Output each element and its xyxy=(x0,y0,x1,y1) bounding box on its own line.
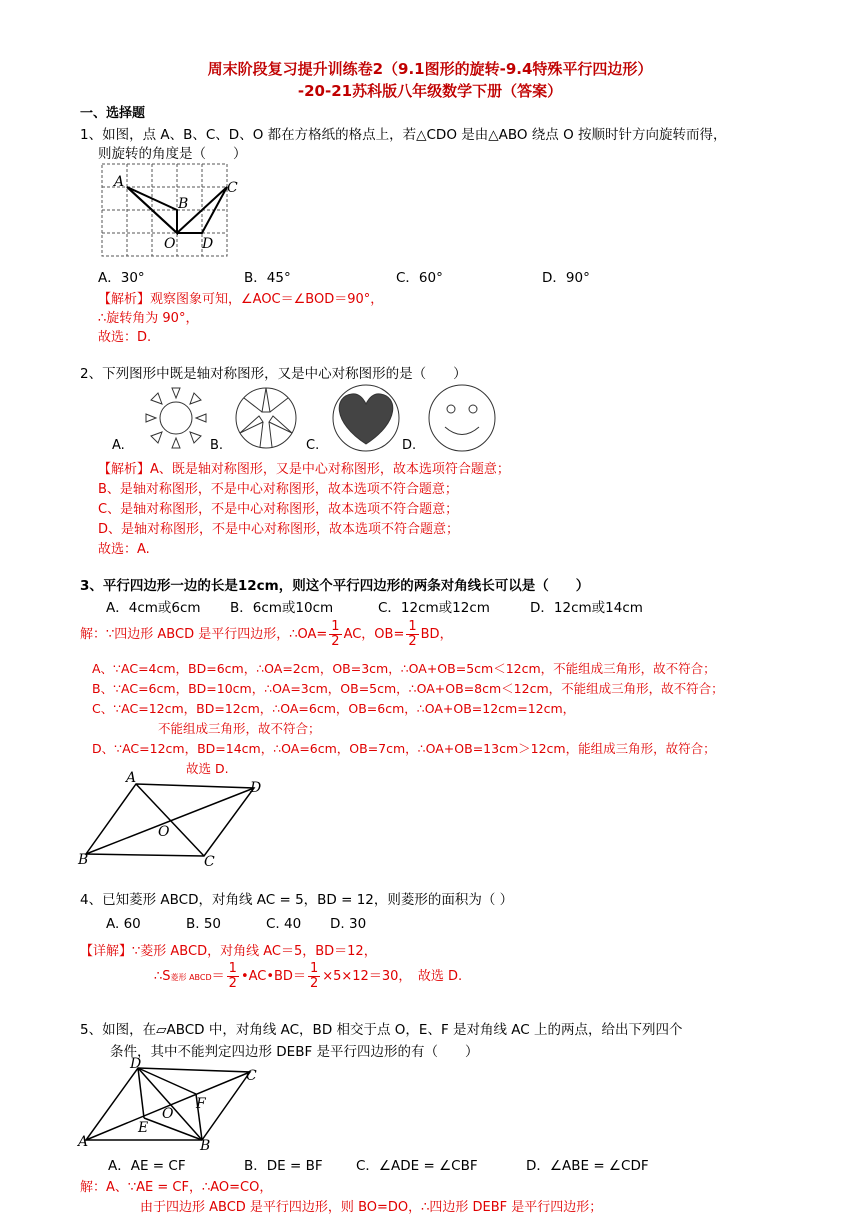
fig1-label-a: A xyxy=(114,174,125,190)
q5-solution-1: 解：A、∵AE = CF，∴AO=CO， xyxy=(80,1180,273,1195)
q2-option-d-letter: D. xyxy=(402,438,417,453)
fig3-label-b: B xyxy=(78,852,89,868)
fig5-label-e: E xyxy=(138,1120,149,1136)
fig5-label-a: A xyxy=(78,1134,89,1150)
q1-analysis-1: 【解析】观察图象可知，∠AOC＝∠BOD＝90°， xyxy=(98,292,384,307)
fig5-label-f: F xyxy=(196,1096,206,1112)
q3-option-b: B．6cm或10cm xyxy=(230,600,334,616)
q3-conclusion: 故选 D. xyxy=(186,761,229,776)
q1-stem-line2: 则旋转的角度是（ ） xyxy=(98,146,247,162)
q2-analysis-5: 故选：A. xyxy=(98,542,150,557)
q1-option-b: B．45° xyxy=(244,270,291,286)
q3-option-a: A．4cm或6cm xyxy=(106,600,201,616)
section-heading: 一、选择题 xyxy=(80,106,146,121)
fig3-label-c: C xyxy=(204,854,215,868)
q2-stem: 2、下列图形中既是轴对称图形，又是中心对称图形的是（ ） xyxy=(80,366,467,382)
q3-option-d: D．12cm或14cm xyxy=(530,600,643,616)
q2-analysis-1: 【解析】A、既是轴对称图形，又是中心对称图形，故本选项符合题意； xyxy=(98,462,510,477)
q5-parallelogram-figure xyxy=(74,1056,274,1152)
fig1-label-o: O xyxy=(164,236,176,252)
q1-analysis-2: ∴旋转角为 90°， xyxy=(98,311,199,326)
q5-option-b: B．DE = BF xyxy=(244,1158,323,1174)
q3-line-c: C、∵AC=12cm，BD=12cm，∴OA=6cm，OB=6cm，∴OA+OB=12cm=12cm， xyxy=(92,701,576,716)
smiley-figure xyxy=(429,385,495,451)
q5-stem-line1: 5、如图，在▱ABCD 中，对角线 AC，BD 相交于点 O，E、F 是对角线 AC 上的两点，给出下列四个 xyxy=(80,1022,683,1038)
q3-line-c2: 不能组成三角形，故不符合； xyxy=(158,721,321,736)
q2-option-a-letter: A. xyxy=(112,438,125,453)
fig1-label-b: B xyxy=(178,196,189,212)
doc-title-line2: -20-21苏科版八年级数学下册（答案） xyxy=(297,82,563,100)
q5-solution-2: 由于四边形 ABCD 是平行四边形，则 BO=DO，∴四边形 DEBF 是平行四边形； xyxy=(140,1200,603,1215)
q5-option-a: A．AE = CF xyxy=(108,1158,186,1174)
q1-grid-figure xyxy=(96,160,246,264)
q2-option-b-letter: B. xyxy=(210,438,224,453)
q5-stem-line2: 条件，其中不能判定四边形 DEBF 是平行四边形的有（ ） xyxy=(110,1044,479,1060)
q4-stem: 4、已知菱形 ABCD，对角线 AC = 5，BD = 12，则菱形的面积为（ ） xyxy=(80,892,514,908)
doc-title-line1: 周末阶段复习提升训练卷2（9.1图形的旋转-9.4特殊平行四边形） xyxy=(207,60,653,78)
q4-calculation: ∴S菱形 ABCD＝ $\frac{1}{2}$ •AC•BD＝ $\frac{1}{2}$ ×5×12＝30， 故选 D. xyxy=(154,961,463,991)
q3-option-c: C．12cm或12cm xyxy=(378,600,490,616)
q3-line-a: A、∵AC=4cm，BD=6cm，∴OA=2cm，OB=3cm，∴OA+OB=5cm＜12cm，不能组成三角形，故不符合； xyxy=(92,661,716,676)
fig1-label-c: C xyxy=(227,180,238,196)
fig5-label-b: B xyxy=(200,1138,211,1152)
q4-option-a: A. 60 xyxy=(106,916,141,932)
q5-option-c: C．∠ADE = ∠CBF xyxy=(356,1158,478,1174)
q3-stem: 3、平行四边形一边的长是12cm，则这个平行四边形的两条对角线长可以是（ ） xyxy=(80,578,590,594)
q3-parallelogram-figure xyxy=(74,770,274,868)
fig5-label-d: D xyxy=(130,1056,142,1072)
q4-option-d: D. 30 xyxy=(330,916,367,932)
fig3-label-d: D xyxy=(250,780,262,796)
q2-option-figures xyxy=(138,384,518,454)
fig1-label-d: D xyxy=(202,236,214,252)
q1-stem-line1: 1、如图，点 A、B、C、D、O 都在方格纸的格点上，若△CDO 是由△ABO 绕点 O 按顺时针方向旋转而得， xyxy=(80,127,727,143)
circle-pattern-figure xyxy=(236,388,296,448)
q5-option-d: D．∠ABE = ∠CDF xyxy=(526,1158,649,1174)
heart-figure xyxy=(333,385,399,451)
q1-analysis-3: 故选：D. xyxy=(98,330,152,345)
fig5-label-c: C xyxy=(246,1068,257,1084)
q1-option-a: A．30° xyxy=(98,270,145,286)
fig5-label-o: O xyxy=(162,1106,174,1122)
q1-option-d: D．90° xyxy=(542,270,590,286)
q1-option-c: C．60° xyxy=(396,270,443,286)
q2-analysis-2: B、是轴对称图形，不是中心对称图形，故本选项不符合题意； xyxy=(98,482,458,497)
q2-analysis-3: C、是轴对称图形，不是中心对称图形，故本选项不符合题意； xyxy=(98,502,459,517)
q2-analysis-4: D、是轴对称图形，不是中心对称图形，故本选项不符合题意； xyxy=(98,522,460,537)
fig3-label-o: O xyxy=(158,824,170,840)
q2-option-c-letter: C. xyxy=(306,438,320,453)
fig3-label-a: A xyxy=(126,770,137,786)
q3-line-d: D、∵AC=12cm，BD=14cm，∴OA=6cm，OB=7cm，∴OA+OB=13cm＞12cm，能组成三角形，故符合； xyxy=(92,741,716,756)
q4-detail: 【详解】∵菱形 ABCD，对角线 AC＝5，BD＝12， xyxy=(80,944,377,959)
q4-option-b: B. 50 xyxy=(186,916,222,932)
sun-figure xyxy=(146,388,206,448)
q3-line-b: B、∵AC=6cm，BD=10cm，∴OA=3cm，OB=5cm，∴OA+OB=8cm＜12cm，不能组成三角形，故不符合； xyxy=(92,681,724,696)
q3-solution-head: 解：∵四边形 ABCD 是平行四边形，∴OA= $\frac{1}{2}$ AC，OB= $\frac{1}{2}$ BD， xyxy=(80,619,453,649)
q4-option-c: C. 40 xyxy=(266,916,302,932)
